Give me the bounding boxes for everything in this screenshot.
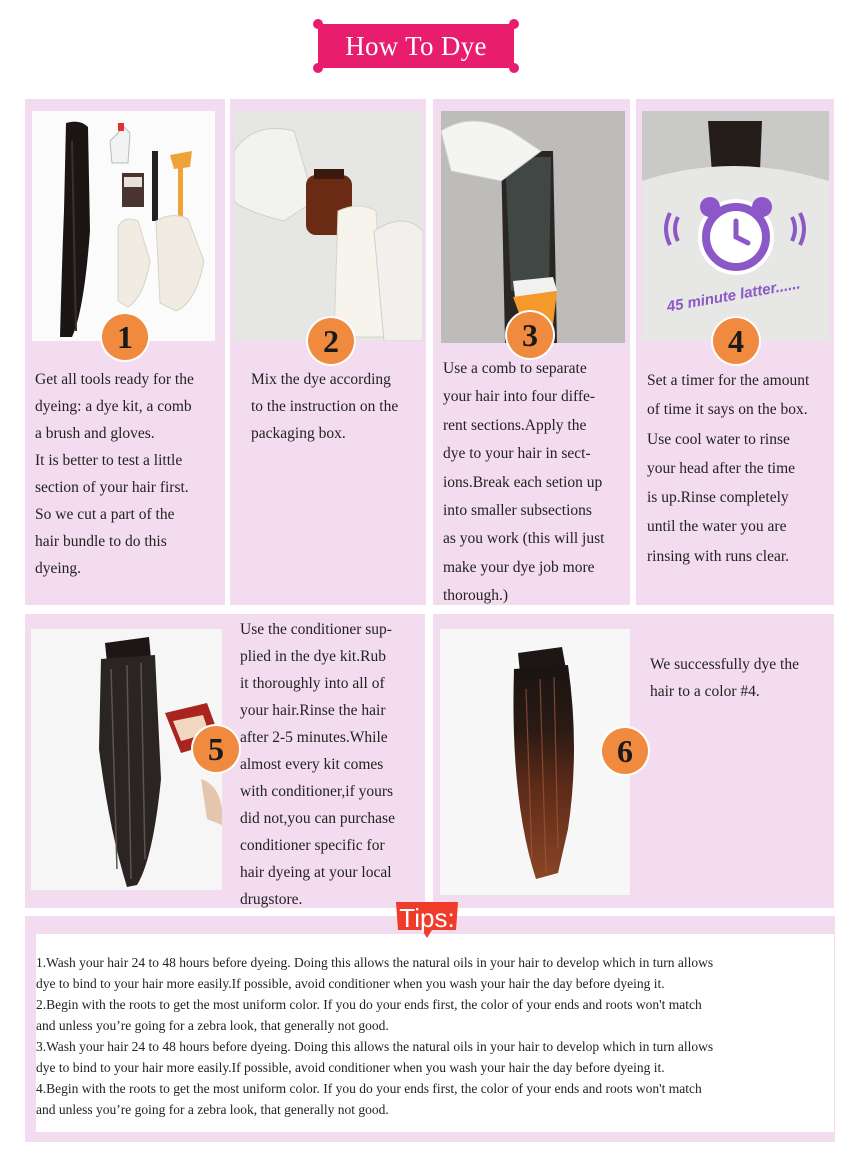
tip-item-1: 1.Wash your hair 24 to 48 hours before dyeing. Doing this allows the natural oils in your hair to develop which in turn allows dye to bind to your hair more easily.If possible, avoid conditioner when you wash your hair the day before dyeing it. <box>36 955 714 991</box>
step-3-text: Use a comb to separate your hair into four diffe- rent sections.Apply the dye to your hair in sect- ions.Break each setion up into smaller subsections as you work (this will just make your dye job more thorough.) <box>443 360 605 605</box>
step-4-number-badge: 4 <box>713 318 759 364</box>
step-5-photo <box>31 629 222 890</box>
tips-box <box>36 934 834 1132</box>
tips-badge <box>392 898 462 940</box>
step-1-photo <box>32 111 215 341</box>
tip-item-4: 4.Begin with the roots to get the most uniform color. If you do your ends first, the color of your ends and roots won't match and unless you’re going for a zebra look, that generally not good. <box>36 1081 702 1117</box>
step-3-number-badge: 3 <box>507 312 553 358</box>
timer-caption: 45 minute latter...... <box>665 275 802 316</box>
tip-item-2: 2.Begin with the roots to get the most uniform color. If you do your ends first, the color of your ends and roots won't match and unless you’re going for a zebra look, that generally not good. <box>36 997 702 1033</box>
step-2-photo <box>234 111 423 341</box>
title-badge <box>312 18 520 74</box>
tip-item-3: 3.Wash your hair 24 to 48 hours before dyeing. Doing this allows the natural oils in your hair to develop which in turn allows dye to bind to your hair more easily.If possible, avoid conditioner when you wash your hair the day before dyeing it. <box>36 1039 714 1075</box>
step-5-text: Use the conditioner sup- plied in the dye kit.Rub it thoroughly into all of your hair.Rinse the hair after 2-5 minutes.While almost every kit comes with conditioner,if yours did not,you can purchase conditioner specific for hair dyeing at your local drugstore. <box>240 621 395 908</box>
page-title: How To Dye <box>345 31 487 61</box>
step-1-text: Get all tools ready for the dyeing: a dye kit, a comb a brush and gloves. It is better to test a little section of your hair first. So we cut a part of the hair bundle to do this dyeing. <box>35 371 194 577</box>
step-6-number-badge: 6 <box>602 728 648 774</box>
step-6-text: We successfully dye the hair to a color #4. <box>650 656 799 700</box>
step-4-text: Set a timer for the amount of time it says on the box. Use cool water to rinse your head after the time is up.Rinse completely until the water you are rinsing with runs clear. <box>647 372 810 565</box>
step-2-number-badge: 2 <box>308 318 354 364</box>
step-2-text: Mix the dye according to the instruction on the packaging box. <box>251 371 399 442</box>
step-6-photo <box>440 629 630 895</box>
step-1-number-badge: 1 <box>102 314 148 360</box>
tips-label: Tips: <box>399 903 455 933</box>
step-3-photo <box>441 111 625 343</box>
step-5-number-badge: 5 <box>193 726 239 772</box>
step-4-photo <box>642 111 829 341</box>
